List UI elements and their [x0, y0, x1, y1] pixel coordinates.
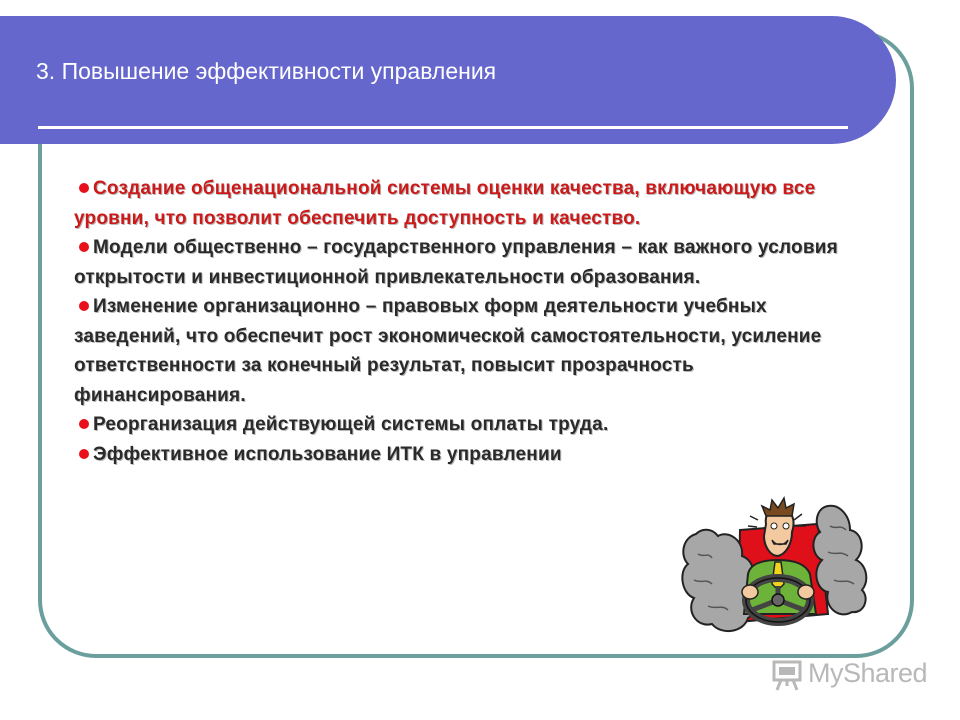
bullet-icon	[79, 301, 89, 311]
list-item-text: Изменение организационно – правовых форм деятельности учебных заведений, что обеспечит рост экономической самостоятельности, усиление ответственности за конечный результат, повысит прозрачность финансирования.	[74, 296, 822, 406]
list-item	[74, 174, 864, 233]
list-item-text: Создание общенациональной системы оценки качества, включающую все уровни, что позволит обеспечить доступность и качество.	[74, 178, 816, 229]
list-item	[74, 233, 864, 292]
bullet-list	[74, 174, 864, 469]
list-item	[74, 292, 864, 410]
slide-title: 3. Повышение эффективности управления	[36, 58, 497, 84]
bullet-icon	[79, 242, 89, 252]
watermark	[768, 656, 928, 696]
list-item-text: Эффективное использование ИТК в управлении	[93, 443, 562, 465]
list-item	[74, 410, 864, 440]
bullet-icon	[79, 449, 89, 459]
title-underline	[38, 126, 848, 129]
bullet-icon	[79, 419, 89, 429]
list-item-text: Реорганизация действующей системы оплаты труда.	[93, 414, 609, 435]
list-item	[74, 440, 864, 470]
watermark-text: MyShared	[808, 658, 928, 688]
driver-hair	[762, 498, 794, 516]
stressed-driver-illustration	[678, 494, 868, 644]
list-item-text: Модели общественно – государственного управления – как важного условия открытости и инвестиционной привлекательности образования.	[74, 237, 838, 288]
presentation-board-icon	[770, 656, 806, 692]
bullet-icon	[79, 183, 89, 193]
